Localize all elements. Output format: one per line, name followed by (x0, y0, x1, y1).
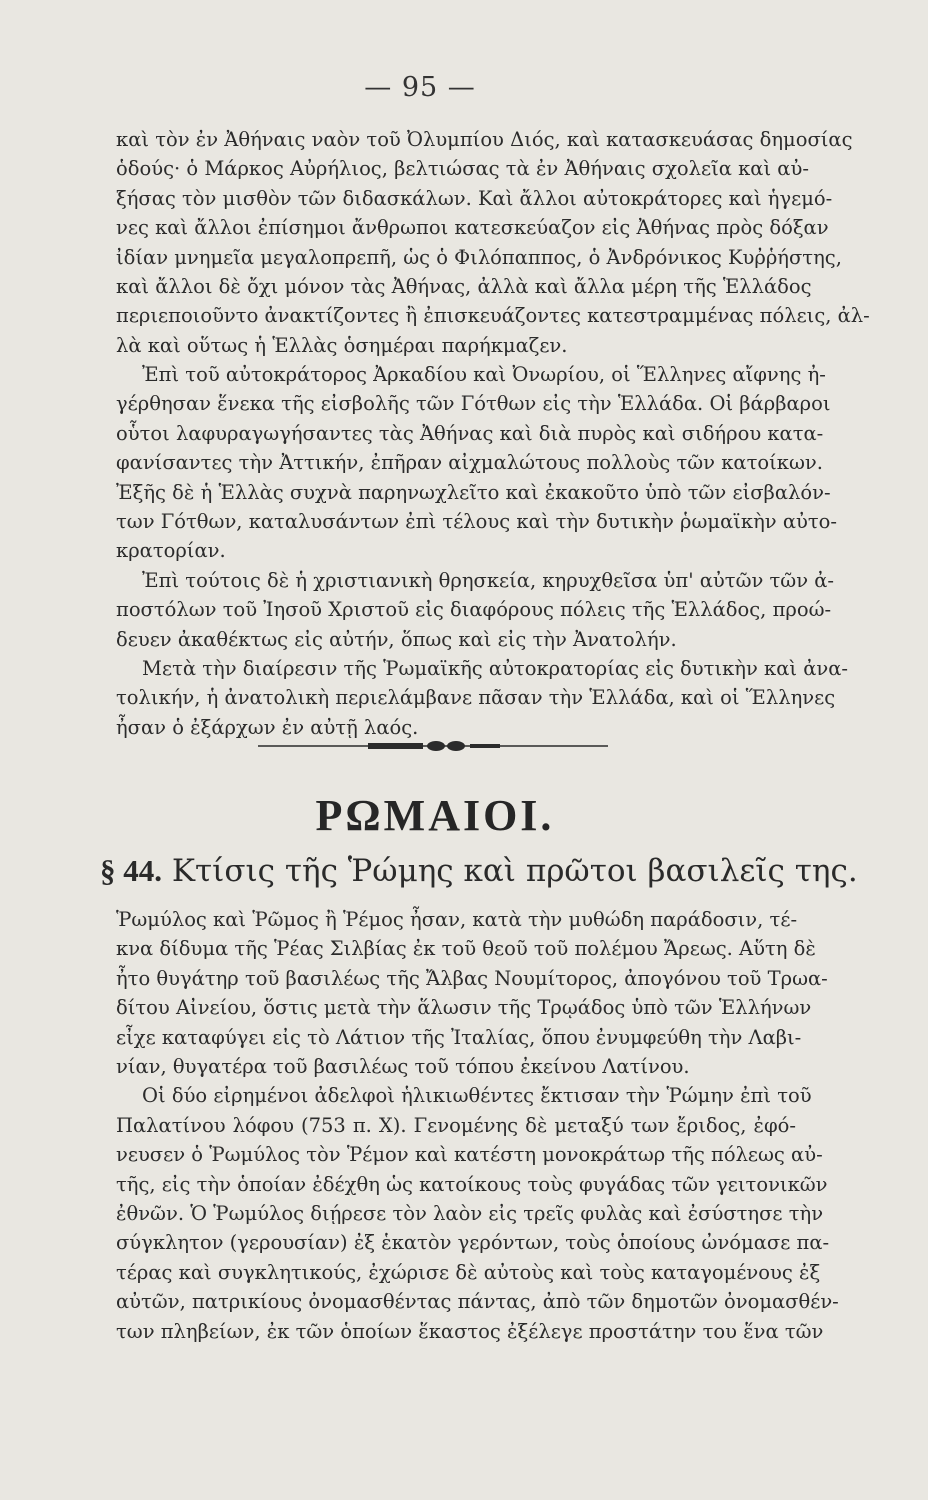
chapter-heading: ΡΩΜΑΙΟΙ. (315, 791, 555, 840)
text-line: Ἐξῆς δὲ ἡ Ἑλλὰς συχνὰ παρηνωχλεῖτο καὶ ἐκακοῦτο ὑπὸ τῶν εἰσβαλόν- (116, 480, 831, 504)
section-number: § 44. (100, 853, 162, 888)
text-line: Ἐπὶ τοῦ αὐτοκράτορος Ἀρκαδίου καὶ Ὀνωρίου, οἱ Ἕλληνες αἴφνης ἠ- (142, 363, 826, 386)
paragraph-romulus-remus (116, 905, 839, 1346)
text-line: νίαν, θυγατέρα τοῦ βασιλέως τοῦ τόπου ἐκείνου Λατίνου. (116, 1055, 690, 1079)
text-line: τολικήν, ἡ ἀνατολικὴ περιελάμβανε πᾶσαν τὴν Ἑλλάδα, καὶ οἱ Ἕλληνες (116, 686, 836, 710)
page-number: — 95 — (364, 72, 476, 103)
paragraph-goths (116, 360, 848, 742)
text-line: γέρθησαν ἕνεκα τῆς εἰσβολῆς τῶν Γότθων εἰς τὴν Ἑλλάδα. Οἱ βάρβαροι (116, 392, 831, 416)
text-line: κρατορίαν. (116, 539, 226, 563)
text-line: Οἱ δύο εἰρημένοι ἀδελφοὶ ἡλικιωθέντες ἔκτισαν τὴν Ῥώμην ἐπὶ τοῦ (142, 1084, 812, 1108)
text-line: ξήσας τὸν μισθὸν τῶν διδασκάλων. Καὶ ἄλλοι αὐτοκράτορες καὶ ἡγεμό- (116, 186, 833, 210)
text-line: ἦσαν ὁ ἐξάρχων ἐν αὐτῇ λαός. (116, 715, 419, 739)
text-line: αὐτῶν, πατρικίους ὀνομασθέντας πάντας, ἀπὸ τῶν δημοτῶν ὀνομασθέν- (116, 1290, 839, 1314)
text-line: φανίσαντες τὴν Ἀττικήν, ἐπῆραν αἰχμαλώτους πολλοὺς τῶν κατοίκων. (116, 451, 823, 475)
text-line: νες καὶ ἄλλοι ἐπίσημοι ἄνθρωποι κατεσκεύαζον εἰς Ἀθήνας πρὸς δόξαν (116, 216, 829, 240)
text-line: ὁδούς· ὁ Μάρκος Αὐρήλιος, βελτιώσας τὰ ἐν Ἀθήναις σχολεῖα καὶ αὐ- (116, 157, 809, 181)
ornamental-divider (258, 740, 608, 752)
text-line: νευσεν ὁ Ῥωμύλος τὸν Ῥέμον καὶ κατέστη μονοκράτωρ τῆς πόλεως αὐ- (116, 1143, 823, 1167)
text-line: των Γότθων, καταλυσάντων ἐπὶ τέλους καὶ τὴν δυτικὴν ῥωμαϊκὴν αὐτο- (116, 510, 837, 534)
text-line: Παλατίνου λόφου (753 π. Χ). Γενομένης δὲ μεταξύ των ἔριδος, ἐφό- (116, 1113, 796, 1137)
text-line: λὰ καὶ οὕτως ἡ Ἑλλὰς ὁσημέραι παρήκμαζεν. (116, 333, 568, 357)
text-line: εἶχε καταφύγει εἰς τὸ Λάτιον τῆς Ἰταλίας, ὅπου ἐνυμφεύθη τὴν Λαβι- (116, 1025, 802, 1049)
text-line: ἦτο θυγάτηρ τοῦ βασιλέως τῆς Ἄλβας Νουμίτορος, ἀπογόνου τοῦ Τρωα- (116, 966, 828, 990)
text-line: ἐθνῶν. Ὁ Ῥωμύλος διῄρεσε τὸν λαὸν εἰς τρεῖς φυλὰς καὶ ἐσύστησε τὴν (116, 1202, 824, 1226)
section-title-text: Κτίσις τῆς Ῥώμης καὶ πρῶτοι βασιλεῖς της. (171, 853, 858, 889)
text-line: κνα δίδυμα τῆς Ῥέας Σιλβίας ἐκ τοῦ θεοῦ τοῦ πολέμου Ἄρεως. Αὕτη δὲ (116, 937, 816, 961)
paragraph-athens-monuments (116, 125, 870, 360)
text-line: δευεν ἀκαθέκτως εἰς αὐτήν, ὅπως καὶ εἰς τὴν Ἀνατολήν. (116, 627, 677, 651)
text-line: Μετὰ τὴν διαίρεσιν τῆς Ῥωμαϊκῆς αὐτοκρατορίας εἰς δυτικὴν καὶ ἀνα- (142, 657, 848, 681)
section-title (100, 853, 858, 889)
text-line: ἰδίαν μνημεῖα μεγαλοπρεπῆ, ὡς ὁ Φιλόπαππος, ὁ Ἀνδρόνικος Κυῤῥήστης, (116, 245, 842, 269)
text-line: των πληβείων, ἐκ τῶν ὁποίων ἕκαστος ἐξέλεγε προστάτην του ἕνα τῶν (116, 1319, 824, 1343)
text-line: δίτου Αἰνείου, ὅστις μετὰ τὴν ἅλωσιν τῆς Τρῳάδος ὑπὸ τῶν Ἑλλήνων (116, 996, 812, 1020)
text-line: σύγκλητον (γερουσίαν) ἐξ ἑκατὸν γερόντων, τοὺς ὁποίους ὠνόμασε πα- (116, 1231, 830, 1255)
text-line: καὶ ἄλλοι δὲ ὄχι μόνον τὰς Ἀθήνας, ἀλλὰ καὶ ἄλλα μέρη τῆς Ἑλλάδος (116, 275, 812, 299)
text-line: καὶ τὸν ἐν Ἀθήναις ναὸν τοῦ Ὀλυμπίου Διός, καὶ κατασκευάσας δημοσίας (116, 128, 853, 151)
text-line: Ῥωμύλος καὶ Ῥῶμος ἢ Ῥέμος ἦσαν, κατὰ τὴν μυθώδη παράδοσιν, τέ- (116, 908, 798, 931)
text-line: τέρας καὶ συγκλητικούς, ἐχώρισε δὲ αὐτοὺς καὶ τοὺς καταγομένους ἐξ (116, 1260, 821, 1284)
text-line: περιεποιοῦντο ἀνακτίζοντες ἢ ἐπισκευάζοντες κατεστραμμένας πόλεις, ἀλ- (116, 304, 870, 328)
text-line: τῆς, εἰς τὴν ὁποίαν ἐδέχθη ὡς κατοίκους τοὺς φυγάδας τῶν γειτονικῶν (116, 1172, 828, 1196)
text-line: Ἐπὶ τούτοις δὲ ἡ χριστιανικὴ θρησκεία, κηρυχθεῖσα ὑπ' αὐτῶν τῶν ἀ- (142, 568, 835, 592)
text-line: ποστόλων τοῦ Ἰησοῦ Χριστοῦ εἰς διαφόρους πόλεις τῆς Ἑλλάδος, προώ- (116, 598, 832, 622)
text-line: οὗτοι λαφυραγωγήσαντες τὰς Ἀθήνας καὶ διὰ πυρὸς καὶ σιδήρου κατα- (116, 421, 824, 445)
